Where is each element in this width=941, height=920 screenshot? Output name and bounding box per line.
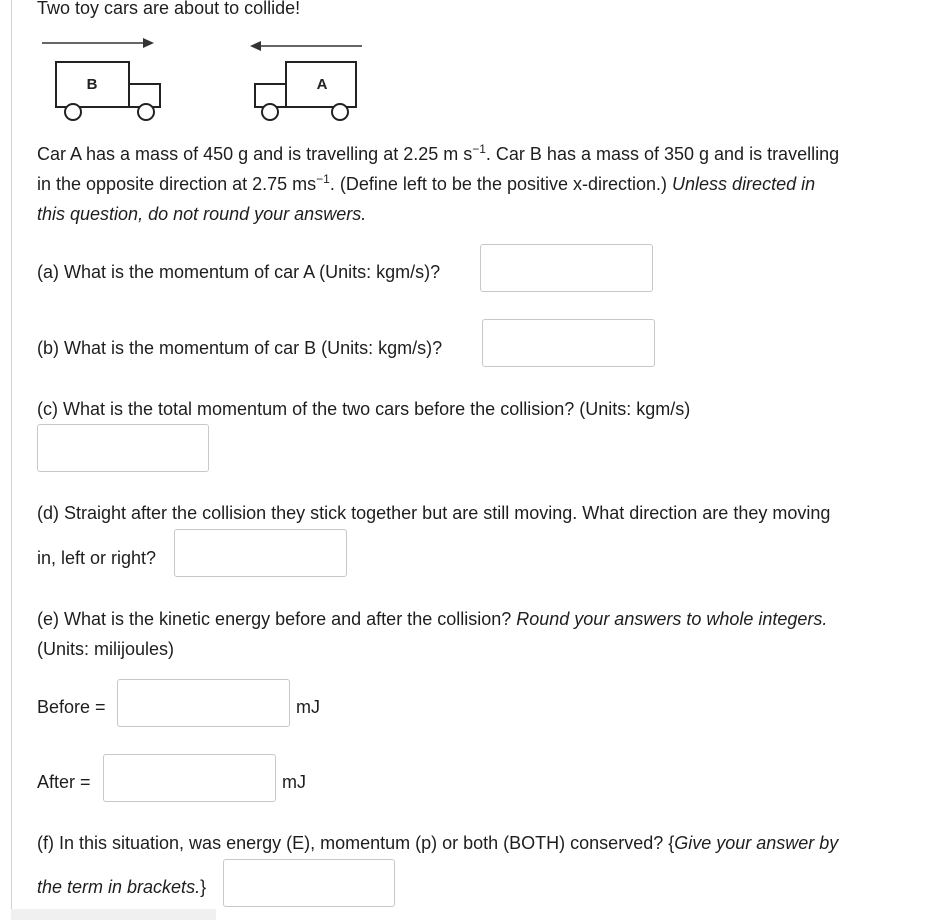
- question-f-text-line-2: [37, 876, 206, 898]
- car-a-label: A: [316, 76, 328, 93]
- arrow-right-icon: [42, 38, 154, 48]
- intro-line-1: [37, 143, 839, 165]
- superscript: −1: [316, 172, 330, 186]
- page-heading: Two toy cars are about to collide!: [37, 0, 301, 18]
- question-b-text: (b) What is the momentum of car B (Units: kgm/s)?: [37, 338, 443, 358]
- question-e-text-line-1: [37, 608, 827, 630]
- after-energy-input[interactable]: [103, 754, 276, 802]
- answer-f-input[interactable]: [223, 859, 395, 907]
- cars-figure: [0, 28, 380, 132]
- answer-d-input[interactable]: [174, 529, 347, 577]
- question-f-italic: Give your answer by: [674, 833, 839, 853]
- before-label: Before =: [37, 697, 106, 717]
- intro-text: . Car B has a mass of 350 g and is travelling: [485, 144, 840, 164]
- intro-line-2: [37, 173, 815, 195]
- after-unit: mJ: [282, 772, 306, 792]
- question-e-text-line-2: (Units: milijoules): [37, 639, 175, 659]
- intro-text: in the opposite direction at 2.75 ms: [37, 174, 317, 194]
- question-f-text-line-1: [37, 832, 838, 854]
- arrow-left-icon: [250, 41, 362, 51]
- intro-italic: Unless directed in: [672, 174, 816, 194]
- question-f-italic: the term in brackets.: [37, 877, 201, 897]
- after-label: After =: [37, 772, 91, 792]
- intro-line-3: this question, do not round your answers.: [37, 204, 367, 224]
- question-f-text: (f) In this situation, was energy (E), momentum (p) or both (BOTH) conserved? {: [37, 833, 675, 853]
- intro-text: Car A has a mass of 450 g and is travelling at 2.25 m s: [37, 144, 473, 164]
- before-unit: mJ: [296, 697, 320, 717]
- superscript: −1: [472, 142, 486, 156]
- answer-c-input[interactable]: [37, 424, 209, 472]
- before-energy-input[interactable]: [117, 679, 290, 727]
- answer-b-input[interactable]: [482, 319, 655, 367]
- question-e-text: (e) What is the kinetic energy before and after the collision?: [37, 609, 517, 629]
- car-b-icon: [56, 62, 160, 120]
- question-d-text-line-2: in, left or right?: [37, 548, 157, 568]
- bottom-scroll-strip: [11, 909, 216, 920]
- intro-text: . (Define left to be the positive x-direction.): [329, 174, 673, 194]
- question-d-text-line-1: (d) Straight after the collision they stick together but are still moving. What direction are they moving: [37, 503, 831, 523]
- car-b-label: B: [86, 76, 98, 93]
- question-f-text: }: [200, 877, 207, 897]
- car-a-icon: [255, 62, 356, 120]
- left-border: [11, 0, 12, 920]
- question-a-text: (a) What is the momentum of car A (Units: kgm/s)?: [37, 262, 441, 282]
- question-c-text: (c) What is the total momentum of the two cars before the collision? (Units: kgm/s): [37, 399, 691, 419]
- question-e-italic: Round your answers to whole integers.: [516, 609, 828, 629]
- answer-a-input[interactable]: [480, 244, 653, 292]
